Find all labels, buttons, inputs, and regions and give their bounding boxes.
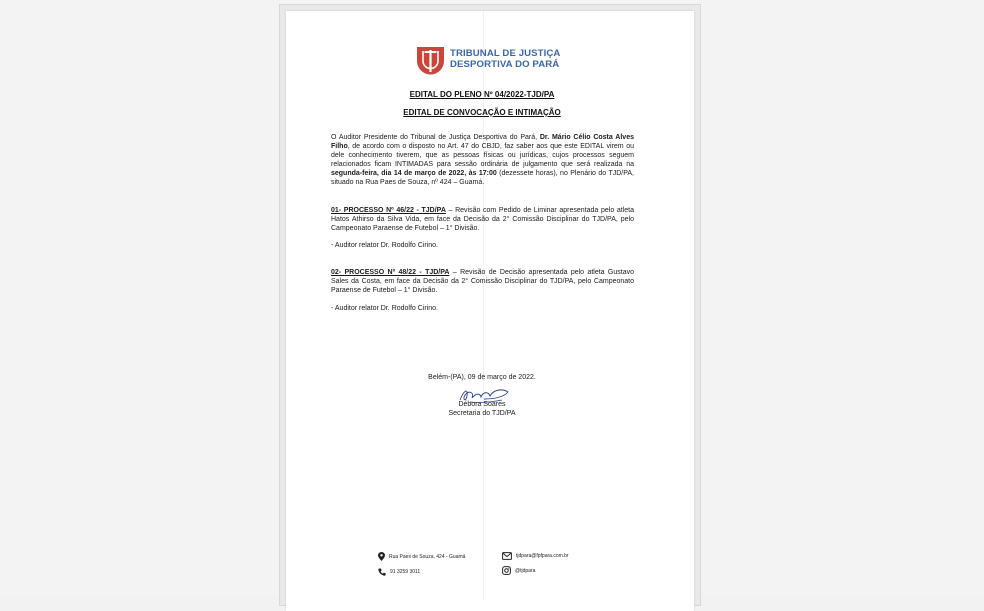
- intro-paragraph: [331, 133, 634, 187]
- process-text: – Revisão com Pedido de Liminar apresentada pelo atleta Hatos Athirso da Silva Vida, em face da Decisão da 2° Comissão Disciplinar do TJD/PA, pelo Campeonato Paraense de Futebol – 1° Divisão.: [331, 207, 634, 232]
- signer-block: [286, 400, 678, 418]
- signer-name: Débora Soares: [458, 401, 506, 408]
- org-name-line2: DESPORTIVA DO PARÁ: [450, 59, 560, 70]
- phone-icon: [378, 568, 386, 576]
- process-item: [331, 206, 634, 233]
- edital-number: EDITAL DO PLENO Nº 04/2022-TJD/PA: [409, 90, 555, 99]
- intro-mid: , de acordo com o disposto no Art. 47 do CBJD, faz saber aos que este EDITAL virem ou dele conhecimento tiverem, que as pessoas físicas ou jurídicas, cujos processos seguem relacionados ficam INTIMADAS para sessão ordinária de julgamento que será realizada na: [331, 143, 634, 168]
- footer-instagram[interactable]: [502, 566, 535, 575]
- edital-type: EDITAL DE CONVOCAÇÃO E INTIMAÇÃO: [403, 108, 561, 117]
- tjd-logo: [414, 44, 561, 78]
- footer-phone-text: 91 3259 3011: [390, 569, 421, 575]
- process-reporter: - Auditor relator Dr. Rodolfo Cirino.: [331, 305, 438, 312]
- process-reporter: - Auditor relator Dr. Rodolfo Cirino.: [331, 242, 438, 249]
- process-text: – Revisão de Decisão apresentada pelo atleta Gustavo Sales da Costa, em face da Decisão da 2° Comissão Disciplinar do TJD/PA, pelo Campeonato Paraense de Futebol – 1° Divisão.: [331, 269, 634, 294]
- footer-email-text: tjdpara@fpfpara.com.br: [516, 553, 569, 559]
- process-item: [331, 268, 634, 295]
- instagram-icon: [502, 566, 511, 575]
- place-date: Belém-(PA), 09 de março de 2022.: [428, 374, 536, 381]
- footer-address-text: Rua Paes de Souza, 424 - Guamá: [389, 553, 466, 560]
- org-name-line1: TRIBUNAL DE JUSTIÇA: [450, 48, 561, 59]
- org-name: [450, 48, 560, 70]
- document-page: [286, 11, 694, 611]
- footer-instagram-text: @tjdpara: [515, 567, 536, 574]
- signer-role: Secretaria do TJD/PA: [448, 410, 516, 417]
- tjd-emblem-icon: [414, 44, 447, 77]
- intro-post: (dezessete horas), no Plenário do TJD/PA, situado na Rua Paes de Souza, nº 424 – Guamá.: [331, 170, 634, 186]
- process-title: 01- PROCESSO Nº 46/22 - TJD/PA: [331, 207, 446, 214]
- footer-phone: [378, 568, 420, 576]
- intro-pre: O Auditor Presidente do Tribunal de Justiça Desportiva do Pará,: [331, 134, 540, 141]
- mail-icon: [502, 552, 512, 560]
- process-title: 02- PROCESSO Nº 48/22 - TJD/PA: [331, 269, 450, 276]
- session-date: segunda-feira, dia 14 de março de 2022, às 17:00: [331, 170, 497, 177]
- footer-email[interactable]: [502, 552, 569, 560]
- footer-address: [378, 552, 465, 561]
- location-pin-icon: [378, 552, 385, 561]
- president-name: Dr. Mário Célio Costa Alves Filho: [331, 134, 634, 150]
